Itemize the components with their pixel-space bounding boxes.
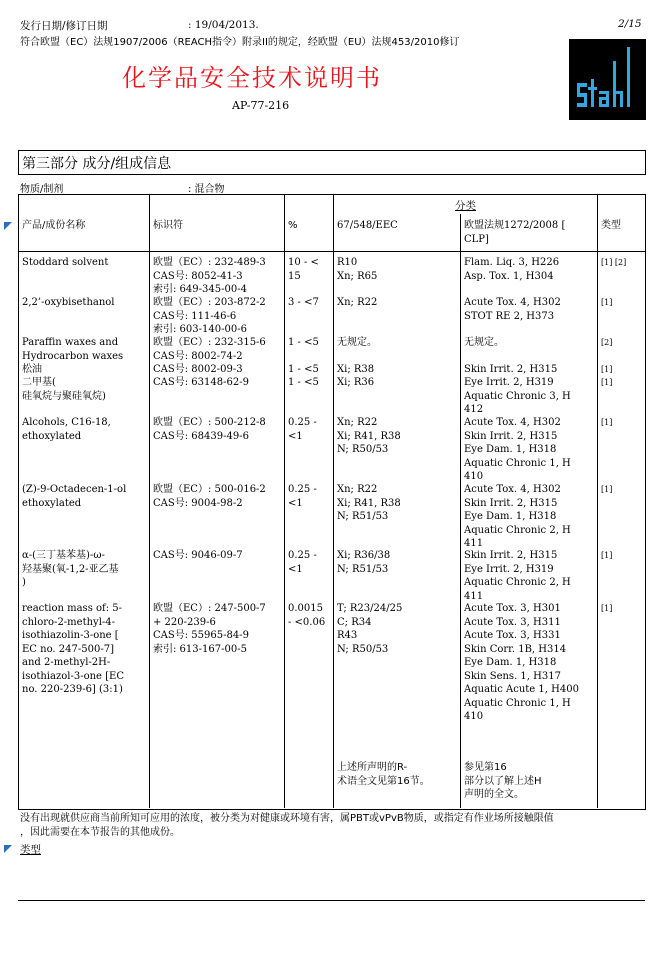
row-clp: Acute Tox. 3, H301 Acute Tox. 3, H311 Acute Tox. 3, H331 Skin Corr. 1B, H314 Eye Dam. 1, H318 Skin Sens. 1, H317 Aquatic Acute 1, H400 Aquatic Chronic 1, H 410 [464, 603, 579, 722]
row-eec: Xi; R36 [337, 377, 375, 388]
row-percent: 0.25 - <1 [288, 417, 317, 442]
issue-date-label: 发行日期/修订日期 [20, 20, 108, 32]
row-name: Paraffin waxes and Hydrocarbon waxes [22, 337, 124, 362]
notes-text: 没有出现就供应商当前所知可应用的浓度，被分类为对健康或环境有害，属PBT或vPvB物质，或指定有作业场所接触限值 ，因此需要在本节报告的其他成份。 [20, 813, 554, 838]
row-percent: 3 - <7 [288, 297, 319, 308]
header-eec: 67/548/EEC [337, 220, 398, 231]
substance-value: : 混合物 [188, 184, 225, 195]
row-clp: Skin Irrit. 2, H315 [464, 364, 558, 375]
row-type: [2] [601, 338, 613, 347]
row-percent: 0.25 - <1 [288, 484, 317, 509]
row-identifier: CAS号: 8002-09-3 [153, 364, 243, 375]
row-name: (Z)-9-Octadecen-1-ol ethoxylated [22, 484, 127, 509]
row-type: [1] [601, 604, 613, 613]
row-clp: Acute Tox. 4, H302 Skin Irrit. 2, H315 Eye Dam. 1, H318 Aquatic Chronic 1, H 410 [464, 417, 571, 482]
row-percent: 1 - <5 [288, 377, 319, 388]
classification-group-header: 分类 [455, 200, 476, 212]
header-name: 产品/成份名称 [22, 220, 86, 231]
header-clp: 欧盟法规1272/2008 [ CLP] [464, 220, 566, 245]
row-type: [1] [2] [601, 258, 627, 267]
row-eec: 无规定。 [337, 337, 377, 348]
row-eec: Xi; R36/38 N; R51/53 [337, 550, 391, 575]
row-clp: Acute Tox. 4, H302 Skin Irrit. 2, H315 Eye Dam. 1, H318 Aquatic Chronic 2, H 411 [464, 484, 571, 549]
section-marker-icon [4, 222, 12, 230]
row-type: [1] [601, 485, 613, 494]
row-eec: Xn; R22 Xi; R41, R38 N; R51/53 [337, 484, 401, 522]
row-name: 松油 [22, 364, 42, 375]
row-clp: 无规定。 [464, 337, 504, 348]
row-type: [1] [601, 551, 613, 560]
product-code: AP-77-216 [232, 99, 290, 112]
row-name: 二甲基( 硅氧烷与聚硅氧烷) [22, 377, 106, 402]
stahl-logo-mark [569, 39, 646, 120]
row-clp: Eye Irrit. 2, H319 Aquatic Chronic 3, H 412 [464, 377, 571, 415]
row-type: [1] [601, 298, 613, 307]
row-eec: T; R23/24/25 C; R34 R43 N; R50/53 [337, 603, 403, 655]
row-eec: Xn; R22 [337, 297, 378, 308]
row-clp: Acute Tox. 4, H302 STOT RE 2, H373 [464, 297, 561, 322]
bottom-divider [18, 900, 645, 901]
row-identifier: CAS号: 63148-62-9 [153, 377, 249, 388]
row-clp: Flam. Liq. 3, H226 Asp. Tox. 1, H304 [464, 257, 560, 282]
page-number: 2/15 [618, 18, 642, 30]
row-identifier: 欧盟（EC）: 500-212-8 CAS号: 68439-49-6 [153, 417, 266, 442]
row-percent: 0.25 - <1 [288, 550, 317, 575]
row-clp: Skin Irrit. 2, H315 Eye Irrit. 2, H319 Aquatic Chronic 2, H 411 [464, 550, 571, 602]
header-identifier: 标识符 [153, 220, 183, 231]
row-name: α-(三丁基苯基)-ω- 羟基聚(氧-1,2-亚乙基 ) [22, 550, 119, 588]
substance-label: 物质/制剂 [20, 184, 64, 195]
row-identifier: 欧盟（EC）: 247-500-7 + 220-239-6 CAS号: 55965-84-9 索引: 613-167-00-5 [153, 603, 266, 655]
type-section-link[interactable]: 类型 [20, 844, 41, 856]
issue-date-value: : 19/04/2013. [188, 19, 259, 31]
row-type: [1] [601, 365, 613, 374]
row-name: 2,2’-oxybisethanol [22, 297, 115, 308]
clp-footnote: 参见第16 部分以了解上述H 声明的全文。 [464, 762, 542, 800]
eec-footnote: 上述所声明的R- 术语全文见第16节。 [337, 762, 430, 787]
header-type: 类型 [601, 220, 621, 231]
regulation-text: 符合欧盟（EC）法规1907/2006（REACH指令）附录II的规定，经欧盟（EU）法规453/2010修订 [20, 37, 460, 48]
row-name: Alcohols, C16-18, ethoxylated [22, 417, 111, 442]
row-percent: 1 - <5 [288, 337, 319, 348]
header-percent: % [288, 220, 298, 231]
row-identifier: 欧盟（EC）: 232-315-6 CAS号: 8002-74-2 [153, 337, 266, 362]
row-type: [1] [601, 378, 613, 387]
row-eec: R10 Xn; R65 [337, 257, 378, 282]
row-eec: Xi; R38 [337, 364, 375, 375]
row-identifier: 欧盟（EC）: 232-489-3 CAS号: 8052-41-3 索引: 649-345-00-4 [153, 257, 266, 295]
type-marker-icon [4, 845, 12, 853]
row-percent: 1 - <5 [288, 364, 319, 375]
section-title: 第三部分 成分/组成信息 [22, 156, 172, 172]
row-percent: 10 - < 15 [288, 257, 319, 282]
row-identifier: CAS号: 9046-09-7 [153, 550, 243, 561]
row-percent: 0.0015 - <0.06 [288, 603, 326, 628]
row-name: Stoddard solvent [22, 257, 109, 268]
row-type: [1] [601, 418, 613, 427]
row-identifier: 欧盟（EC）: 203-872-2 CAS号: 111-46-6 索引: 603-140-00-6 [153, 297, 266, 335]
section-title-box [18, 150, 646, 175]
document-title: 化学品安全技术说明书 [122, 64, 382, 92]
row-identifier: 欧盟（EC）: 500-016-2 CAS号: 9004-98-2 [153, 484, 266, 509]
row-eec: Xn; R22 Xi; R41, R38 N; R50/53 [337, 417, 401, 455]
row-name: reaction mass of: 5- chloro-2-methyl-4- isothiazolin-3-one [ EC no. 247-500-7] and 2-methyl-2H- isothiazol-3-one [EC no. 220-239-6] (3:1) [22, 603, 124, 695]
stahl-logo [569, 39, 646, 120]
